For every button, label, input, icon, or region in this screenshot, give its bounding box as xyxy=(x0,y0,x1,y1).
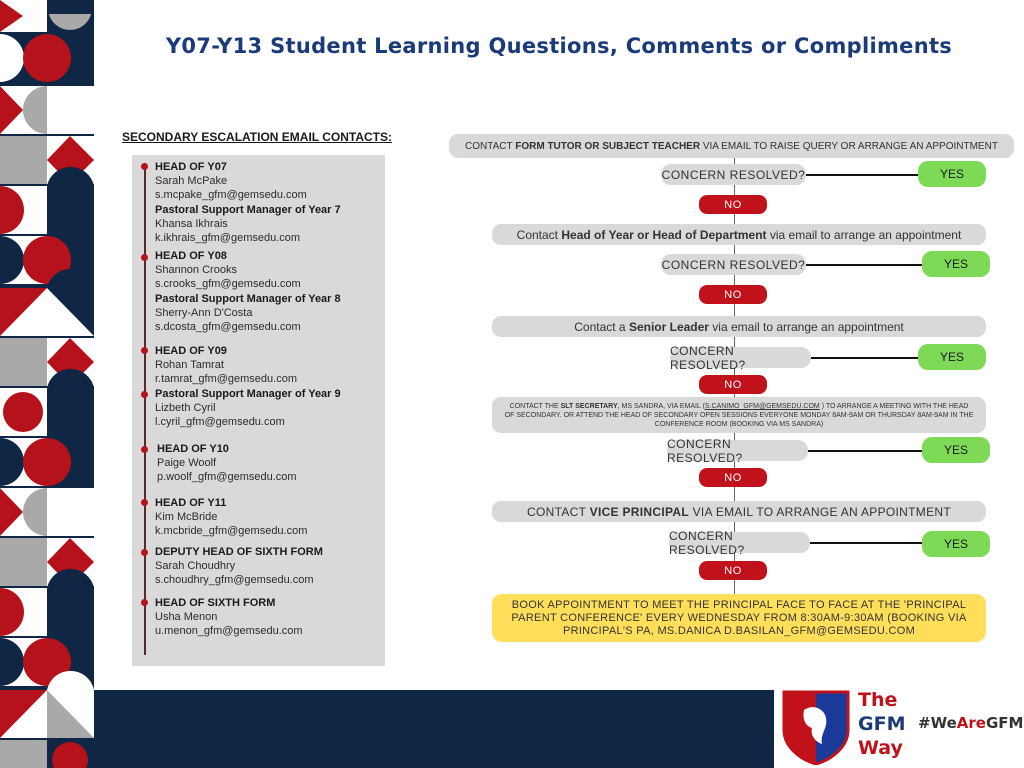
decorative-pattern-strip xyxy=(0,0,94,768)
page-title: Y07-Y13 Student Learning Questions, Comments or Compliments xyxy=(165,34,953,58)
yes-pill: YES xyxy=(922,251,990,277)
contact-entry xyxy=(155,545,323,587)
contact-email: l.cyril_gfm@gemsedu.com xyxy=(155,416,285,428)
contact-email: s.dcosta_gfm@gemsedu.com xyxy=(155,321,301,333)
yes-pill: YES xyxy=(922,437,990,463)
yes-pill: YES xyxy=(918,161,986,187)
timeline-dot xyxy=(141,499,148,506)
hashtag-wearegfm xyxy=(918,714,1023,732)
yes-connector-line xyxy=(806,174,920,176)
contact-entry xyxy=(155,160,307,202)
contact-role: HEAD OF Y11 xyxy=(155,497,227,509)
flow-step-head-of-year: Contact Head of Year or Head of Department via email to arrange an appointment xyxy=(492,224,986,245)
school-crest-icon xyxy=(782,690,850,765)
contact-entry xyxy=(155,596,303,638)
no-pill: NO xyxy=(699,285,767,304)
no-pill: NO xyxy=(699,195,767,214)
logo-line-way: Way xyxy=(858,737,903,759)
contact-name: Khansa Ikhrais xyxy=(155,218,228,230)
yes-pill: YES xyxy=(918,344,986,370)
contact-name: Sarah McPake xyxy=(155,175,228,187)
hashtag-part: #We xyxy=(918,714,957,732)
contacts-heading: SECONDARY ESCALATION EMAIL CONTACTS: xyxy=(122,130,393,144)
timeline-dot xyxy=(141,446,148,453)
contact-email: p.woolf_gfm@gemsedu.com xyxy=(157,471,297,483)
logo-line-gfm: GFM xyxy=(858,713,906,735)
flow-step-senior-leader: Contact a Senior Leader via email to arrange an appointment xyxy=(492,316,986,337)
contact-role: HEAD OF Y09 xyxy=(155,345,227,357)
contact-name: Usha Menon xyxy=(155,611,218,623)
contact-role: DEPUTY HEAD OF SIXTH FORM xyxy=(155,546,323,558)
flow-final-principal-conference: BOOK APPOINTMENT TO MEET THE PRINCIPAL FACE TO FACE AT THE 'PRINCIPAL PARENT CONFERENCE' EVERY WEDNESDAY FROM 8:30AM-9:30AM (BOOKING VIA PRINCIPAL'S PA, MS.DANICA D.BASILAN_GFM@GEMSEDU.COM xyxy=(492,594,986,642)
contact-name: Rohan Tamrat xyxy=(155,359,224,371)
contact-name: Kim McBride xyxy=(155,511,218,523)
timeline-dot xyxy=(141,599,148,606)
concern-resolved-question: CONCERN RESOLVED? xyxy=(669,532,810,553)
no-pill: NO xyxy=(699,468,767,487)
contact-role: Pastoral Support Manager of Year 8 xyxy=(155,293,341,305)
contact-role: HEAD OF Y07 xyxy=(155,161,227,173)
concern-resolved-question: CONCERN RESOLVED? xyxy=(661,254,806,275)
contact-email: s.mcpake_gfm@gemsedu.com xyxy=(155,189,307,201)
pattern-graphic xyxy=(0,0,94,768)
gfm-way-logo-text xyxy=(858,688,905,760)
contact-email: s.choudhry_gfm@gemsedu.com xyxy=(155,574,314,586)
timeline-dot xyxy=(141,347,148,354)
timeline-dot xyxy=(141,163,148,170)
contact-entry xyxy=(155,292,341,334)
contact-entry xyxy=(157,442,297,484)
contact-entry xyxy=(155,387,341,429)
contact-name: Shannon Crooks xyxy=(155,264,237,276)
flow-step-slt-secretary: CONTACT THE SLT SECRETARY, MS SANDRA, VIA EMAIL (S.CANIMO_GFM@GEMSEDU.COM ) TO ARRANGE A MEETING WITH THE HEAD OF SECONDARY. OR ATTEND THE HEAD OF SECONDARY OPEN SESSIONS EVERYONE MONDAY 8AM-9AM OR THURSDAY 8AM-9AM IN THE CONFERENCE ROOM (BOOKING VIA MS SANDRA) xyxy=(492,397,986,433)
hashtag-part: GFM xyxy=(985,714,1024,732)
flow-step-form-tutor: CONTACT FORM TUTOR OR SUBJECT TEACHER VIA EMAIL TO RAISE QUERY OR ARRANGE AN APPOINTMENT xyxy=(449,134,1014,158)
no-pill: NO xyxy=(699,561,767,580)
contact-name: Sarah Choudhry xyxy=(155,560,236,572)
contact-email: k.ikhrais_gfm@gemsedu.com xyxy=(155,232,301,244)
contact-name: Lizbeth Cyril xyxy=(155,402,216,414)
contact-role: Pastoral Support Manager of Year 7 xyxy=(155,204,341,216)
contact-entry xyxy=(155,203,341,245)
contact-entry xyxy=(155,344,297,386)
contact-role: Pastoral Support Manager of Year 9 xyxy=(155,388,341,400)
contact-entry xyxy=(155,249,301,291)
contact-role: HEAD OF Y10 xyxy=(157,443,229,455)
timeline-dot xyxy=(141,254,148,261)
contact-name: Sherry-Ann D'Costa xyxy=(155,307,253,319)
timeline-dot xyxy=(141,391,148,398)
contact-email: u.menon_gfm@gemsedu.com xyxy=(155,625,303,637)
timeline-line xyxy=(144,163,146,655)
contact-role: HEAD OF SIXTH FORM xyxy=(155,597,276,609)
yes-connector-line xyxy=(806,264,922,266)
slt-secretary-email-link[interactable]: S.CANIMO_GFM@GEMSEDU.COM xyxy=(704,402,820,410)
concern-resolved-question: CONCERN RESOLVED? xyxy=(670,347,811,368)
contact-email: s.crooks_gfm@gemsedu.com xyxy=(155,278,301,290)
yes-pill: YES xyxy=(922,531,990,557)
concern-resolved-question: CONCERN RESOLVED? xyxy=(667,440,808,461)
contact-email: k.mcbride_gfm@gemsedu.com xyxy=(155,525,308,537)
yes-connector-line xyxy=(810,542,922,544)
contact-entry xyxy=(155,496,307,538)
timeline-dot xyxy=(141,549,148,556)
no-pill: NO xyxy=(699,375,767,394)
contact-role: HEAD OF Y08 xyxy=(155,250,227,262)
flow-step-vice-principal: CONTACT VICE PRINCIPAL VIA EMAIL TO ARRANGE AN APPOINTMENT xyxy=(492,501,986,522)
contact-email: r.tamrat_gfm@gemsedu.com xyxy=(155,373,297,385)
yes-connector-line xyxy=(811,357,919,359)
logo-line-the: The xyxy=(858,689,898,711)
contact-name: Paige Woolf xyxy=(157,457,217,469)
hashtag-part: Are xyxy=(956,714,986,732)
yes-connector-line xyxy=(808,450,924,452)
concern-resolved-question: CONCERN RESOLVED? xyxy=(661,164,806,185)
